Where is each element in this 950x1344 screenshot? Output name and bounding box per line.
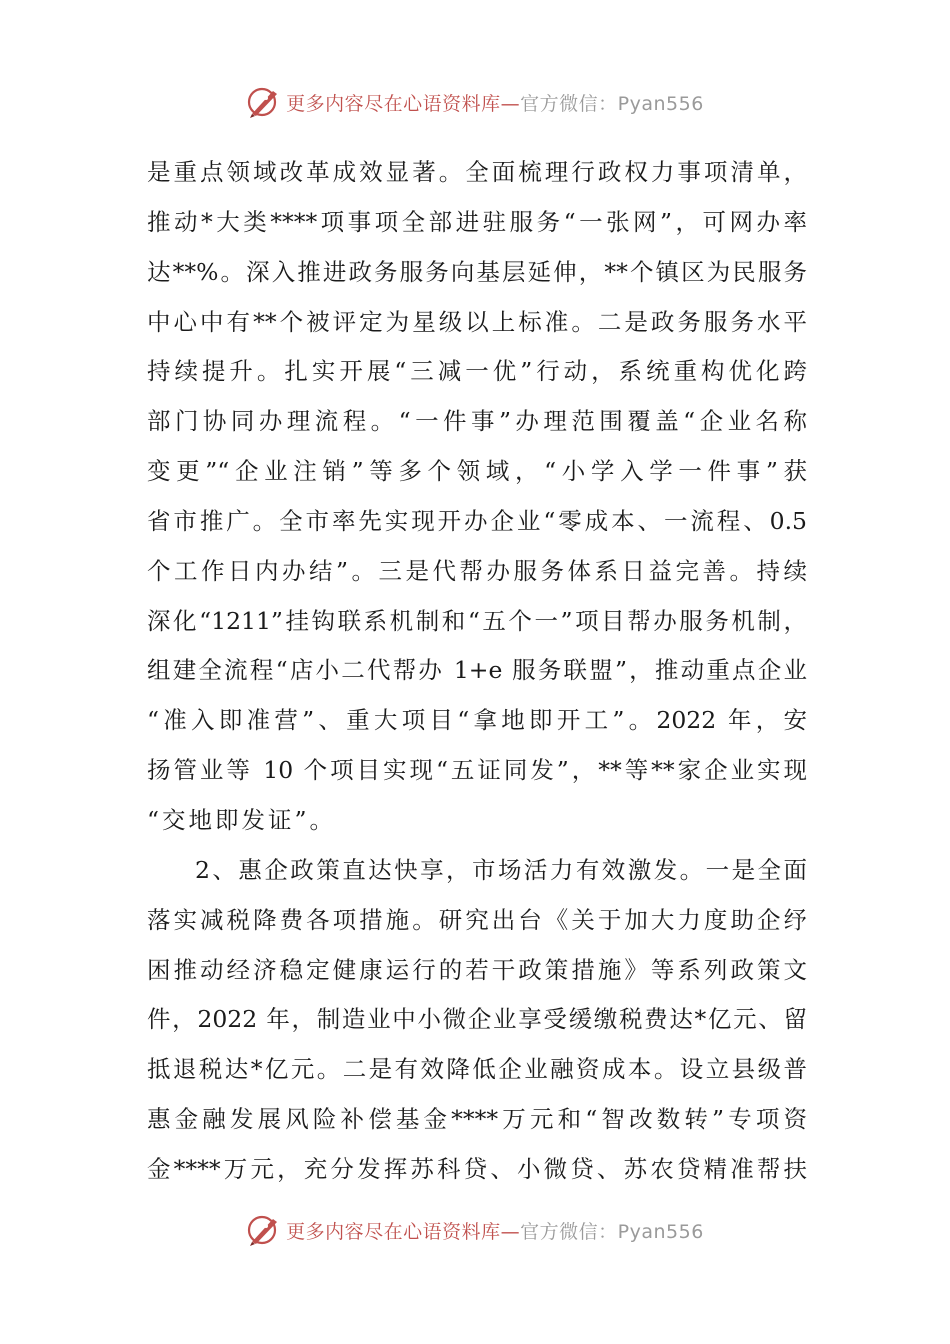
text-line: 惠金融发展风险补偿基金****万元和“智改数转”专项资 [147, 1105, 807, 1134]
header-wechat-text: 官方微信：Pyan556 [520, 92, 704, 115]
text-line: 是重点领域改革成效显著。全面梳理行政权力事项清单， [147, 158, 807, 186]
text-line: 抵退税达*亿元。二是有效降低企业融资成本。设立县级普 [147, 1055, 807, 1084]
footer-banner [0, 1210, 950, 1250]
text-line: 金****万元，充分发挥苏科贷、小微贷、苏农贷精准帮扶 [147, 1154, 807, 1183]
text-line: 部门协同办理流程。“一件事”办理范围覆盖“企业名称 [147, 407, 807, 436]
text-line: 件，2022 年，制造业中小微企业享受缓缴税费达*亿元、留 [147, 1005, 807, 1034]
text-line: 深化“1211”挂钩联系机制和“五个一”项目帮办服务机制， [147, 606, 807, 635]
pen-circle-logo-icon [246, 1212, 282, 1248]
footer-banner-text: 更多内容尽在心语资料库—官方微信：Pyan556 [286, 1220, 704, 1243]
text-line: 变更”“企业注销”等多个领域，“小学入学一件事”获 [147, 457, 807, 486]
text-line: 个工作日内办结”。三是代帮办服务体系日益完善。持续 [147, 556, 807, 585]
text-line: 推动*大类****项事项全部进驻服务“一张网”，可网办率 [147, 207, 807, 236]
header-banner [0, 82, 950, 122]
paragraph-start-line: 2、惠企政策直达快享，市场活力有效激发。一是全面 [195, 855, 807, 884]
text-line: 扬管业等 10 个项目实现“五证同发”，**等**家企业实现 [147, 756, 807, 785]
text-line: 困推动经济稳定健康运行的若干政策措施》等系列政策文 [147, 955, 807, 984]
header-banner-text: 更多内容尽在心语资料库—官方微信：Pyan556 [286, 92, 704, 115]
footer-wechat-text: 官方微信：Pyan556 [520, 1220, 704, 1243]
pen-circle-logo-icon [246, 84, 282, 120]
text-line: “交地即发证”。 [147, 805, 337, 834]
text-line: 省市推广。全市率先实现开办企业“零成本、一流程、0.5 [147, 506, 807, 535]
text-line: 中心中有**个被评定为星级以上标准。二是政务服务水平 [147, 307, 807, 336]
text-line: “准入即准营”、重大项目“拿地即开工”。2022 年，安 [147, 706, 807, 735]
text-line: 达**%。深入推进政务服务向基层延伸，**个镇区为民服务 [147, 257, 807, 286]
document-body [147, 152, 807, 1199]
text-line: 持续提升。扎实开展“三减一优”行动，系统重构优化跨 [147, 357, 807, 386]
text-line: 落实减税降费各项措施。研究出台《关于加大力度助企纾 [147, 905, 807, 934]
text-line: 组建全流程“店小二代帮办 1+e 服务联盟”，推动重点企业 [147, 656, 807, 685]
